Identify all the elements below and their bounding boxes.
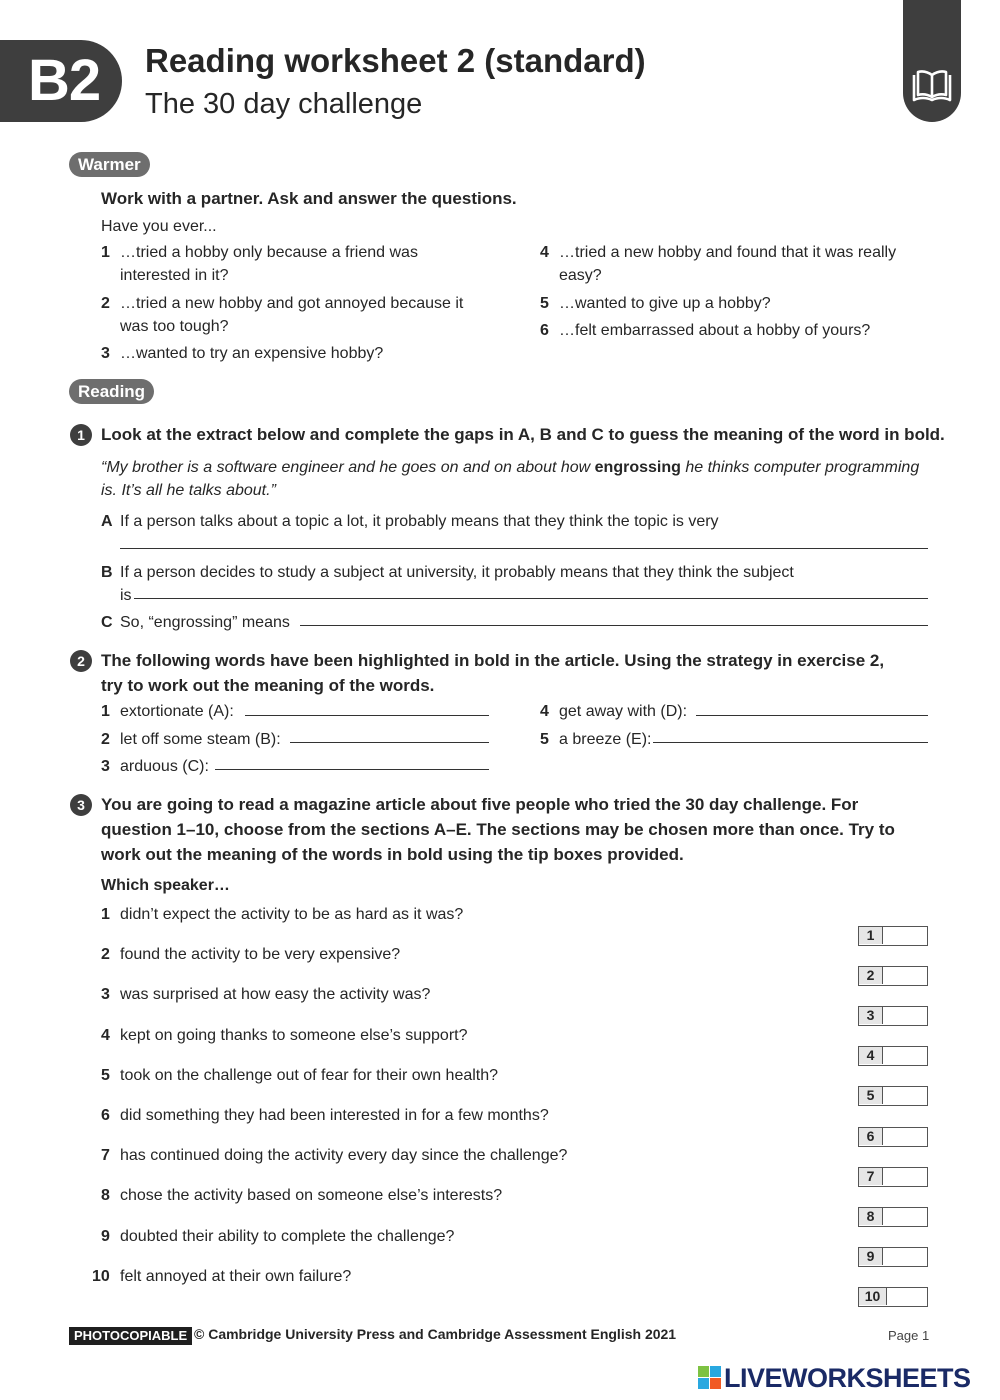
bold-word: engrossing bbox=[594, 459, 681, 476]
gap-item-b-cont: is bbox=[120, 587, 132, 604]
question-number: 9 bbox=[101, 1227, 110, 1245]
question-number: 7 bbox=[101, 1147, 110, 1165]
warmer-item bbox=[540, 292, 920, 315]
question-number: 8 bbox=[101, 1187, 110, 1205]
question-text: was surprised at how easy the activity was? bbox=[120, 986, 431, 1004]
question-text: doubted their ability to complete the challenge? bbox=[120, 1227, 455, 1245]
item-letter: A bbox=[101, 513, 113, 530]
answer-box-number: 7 bbox=[859, 1168, 883, 1185]
question-text: didn’t expect the activity to be as hard as it was? bbox=[120, 906, 464, 923]
vocab-item bbox=[101, 700, 234, 723]
warmer-instruction: Work with a partner. Ask and answer the questions. bbox=[101, 189, 517, 208]
answer-box[interactable] bbox=[858, 1046, 928, 1066]
question-text: found the activity to be very expensive? bbox=[120, 946, 401, 964]
question-row bbox=[101, 1184, 502, 1207]
question-number: 4 bbox=[101, 1026, 110, 1044]
which-speaker-heading: Which speaker… bbox=[101, 877, 230, 894]
copyright-text: © Cambridge University Press and Cambridge Assessment English 2021 bbox=[194, 1326, 677, 1342]
warmer-item bbox=[101, 292, 481, 338]
item-text: …wanted to try an expensive hobby? bbox=[120, 345, 384, 362]
extract-quote bbox=[101, 456, 936, 502]
question-row bbox=[101, 1104, 549, 1127]
reading-heading: Reading bbox=[69, 379, 154, 404]
item-number: 2 bbox=[101, 731, 110, 748]
exercise-number: 3 bbox=[70, 794, 92, 816]
question-row bbox=[92, 1265, 351, 1288]
question-number: 5 bbox=[101, 1066, 110, 1084]
question-number: 2 bbox=[101, 946, 110, 964]
question-row bbox=[101, 903, 463, 926]
question-text: felt annoyed at their own failure? bbox=[120, 1267, 352, 1285]
item-text: …felt embarrassed about a hobby of yours? bbox=[559, 322, 871, 339]
item-number: 3 bbox=[101, 345, 110, 362]
vocab-item bbox=[540, 700, 687, 723]
item-number: 6 bbox=[540, 322, 549, 339]
question-number: 1 bbox=[101, 906, 110, 923]
item-number: 5 bbox=[540, 731, 549, 748]
answer-box[interactable] bbox=[858, 1086, 928, 1106]
question-text: chose the activity based on someone else’s interests? bbox=[120, 1187, 503, 1205]
open-book-icon bbox=[911, 68, 953, 104]
answer-box-number: 9 bbox=[859, 1248, 883, 1265]
page-subtitle: The 30 day challenge bbox=[145, 88, 423, 120]
warmer-item bbox=[101, 241, 481, 287]
exercise-1-instruction: Look at the extract below and complete the gaps in A, B and C to guess the meaning of the word in bold. bbox=[101, 425, 945, 444]
answer-line[interactable] bbox=[653, 742, 928, 743]
question-number: 3 bbox=[101, 986, 110, 1004]
page-number: Page 1 bbox=[888, 1328, 930, 1343]
answer-box[interactable] bbox=[858, 1207, 928, 1227]
answer-box-number: 1 bbox=[859, 927, 883, 944]
answer-box-number: 4 bbox=[859, 1047, 883, 1064]
question-row bbox=[101, 1225, 454, 1248]
vocab-item bbox=[101, 728, 281, 751]
question-row bbox=[101, 1024, 468, 1047]
quote-text: he thinks computer programming is. It’s all he talks about.” bbox=[101, 459, 920, 499]
warmer-item bbox=[540, 241, 900, 287]
item-number: 1 bbox=[101, 244, 110, 261]
answer-box[interactable] bbox=[858, 1287, 928, 1307]
answer-line-a[interactable] bbox=[120, 548, 928, 549]
item-text: So, “engrossing” means bbox=[120, 614, 290, 631]
warmer-lead: Have you ever... bbox=[101, 218, 217, 235]
answer-box-number: 6 bbox=[859, 1128, 883, 1145]
item-text: get away with (D): bbox=[559, 703, 688, 720]
vocab-item bbox=[101, 755, 209, 778]
question-text: took on the challenge out of fear for their own health? bbox=[120, 1066, 499, 1084]
answer-box-number: 10 bbox=[859, 1288, 887, 1305]
answer-line-c[interactable] bbox=[300, 625, 928, 626]
blocks-icon bbox=[698, 1366, 722, 1392]
exercise-3-instruction: You are going to read a magazine article about five people who tried the 30 day challenge. For question 1–10, choose from the sections A–E. The sections may be chosen more than once. Try to work out the meaning of the words in bold using the tip boxes provided. bbox=[101, 795, 895, 864]
question-text: did something they had been interested in for a few months? bbox=[120, 1107, 549, 1124]
item-letter: B bbox=[101, 564, 113, 581]
item-letter: C bbox=[101, 614, 113, 631]
answer-line[interactable] bbox=[215, 769, 489, 770]
question-row bbox=[101, 1144, 567, 1167]
item-text: If a person talks about a topic a lot, it probably means that they think the topic is very bbox=[120, 513, 719, 530]
question-number: 6 bbox=[101, 1107, 110, 1124]
item-text: …tried a new hobby and found that it was really easy? bbox=[559, 244, 897, 284]
page-title: Reading worksheet 2 (standard) bbox=[145, 42, 646, 79]
answer-line[interactable] bbox=[696, 715, 928, 716]
answer-box-number: 2 bbox=[859, 967, 883, 984]
item-text: a breeze (E): bbox=[559, 731, 652, 748]
question-number: 10 bbox=[92, 1267, 110, 1285]
item-number: 2 bbox=[101, 295, 110, 312]
answer-line[interactable] bbox=[290, 742, 489, 743]
answer-line-b[interactable] bbox=[134, 598, 928, 599]
question-row bbox=[101, 943, 400, 966]
question-row bbox=[101, 983, 430, 1006]
warmer-item bbox=[540, 319, 940, 342]
item-number: 3 bbox=[101, 758, 110, 775]
question-text: kept on going thanks to someone else’s support? bbox=[120, 1026, 468, 1044]
answer-box[interactable] bbox=[858, 966, 928, 986]
photocopiable-label: PHOTOCOPIABLE bbox=[69, 1327, 192, 1345]
logo-text: LIVEWORKSHEETS bbox=[724, 1363, 971, 1393]
warmer-heading: Warmer bbox=[69, 152, 150, 177]
answer-box-number: 5 bbox=[859, 1087, 883, 1104]
gap-item-c bbox=[101, 611, 290, 634]
item-text: …wanted to give up a hobby? bbox=[559, 295, 771, 312]
question-text: has continued doing the activity every day since the challenge? bbox=[120, 1147, 568, 1165]
item-text: extortionate (A): bbox=[120, 703, 234, 720]
answer-box-number: 8 bbox=[859, 1208, 883, 1225]
question-row bbox=[101, 1064, 498, 1087]
exercise-number: 1 bbox=[70, 424, 92, 446]
item-text: …tried a new hobby and got annoyed because it was too tough? bbox=[120, 295, 464, 335]
vocab-item bbox=[540, 728, 651, 751]
quote-text: “My brother is a software engineer and he goes on and on about how bbox=[101, 459, 595, 476]
answer-box[interactable] bbox=[858, 1167, 928, 1187]
answer-box[interactable] bbox=[858, 1127, 928, 1147]
item-text: If a person decides to study a subject at university, it probably means that they think the subject bbox=[120, 564, 794, 581]
item-number: 5 bbox=[540, 295, 549, 312]
item-number: 4 bbox=[540, 703, 549, 720]
answer-line[interactable] bbox=[245, 715, 489, 716]
level-badge: B2 bbox=[0, 40, 122, 122]
gap-item-b bbox=[101, 561, 794, 584]
item-text: …tried a hobby only because a friend was interested in it? bbox=[120, 244, 418, 284]
answer-box-number: 3 bbox=[859, 1007, 883, 1024]
item-text: let off some steam (B): bbox=[120, 731, 281, 748]
answer-box[interactable] bbox=[858, 926, 928, 946]
answer-box[interactable] bbox=[858, 1247, 928, 1267]
answer-box[interactable] bbox=[858, 1006, 928, 1026]
reading-tab bbox=[903, 0, 961, 122]
item-number: 1 bbox=[101, 703, 110, 720]
gap-item-a bbox=[101, 510, 719, 533]
warmer-item bbox=[101, 342, 481, 365]
item-number: 4 bbox=[540, 244, 549, 261]
item-text: arduous (C): bbox=[120, 758, 209, 775]
exercise-number: 2 bbox=[70, 650, 92, 672]
exercise-2-instruction: The following words have been highlighted in bold in the article. Using the strategy in exercise 2, try to work out the meaning of the words. bbox=[101, 651, 885, 695]
